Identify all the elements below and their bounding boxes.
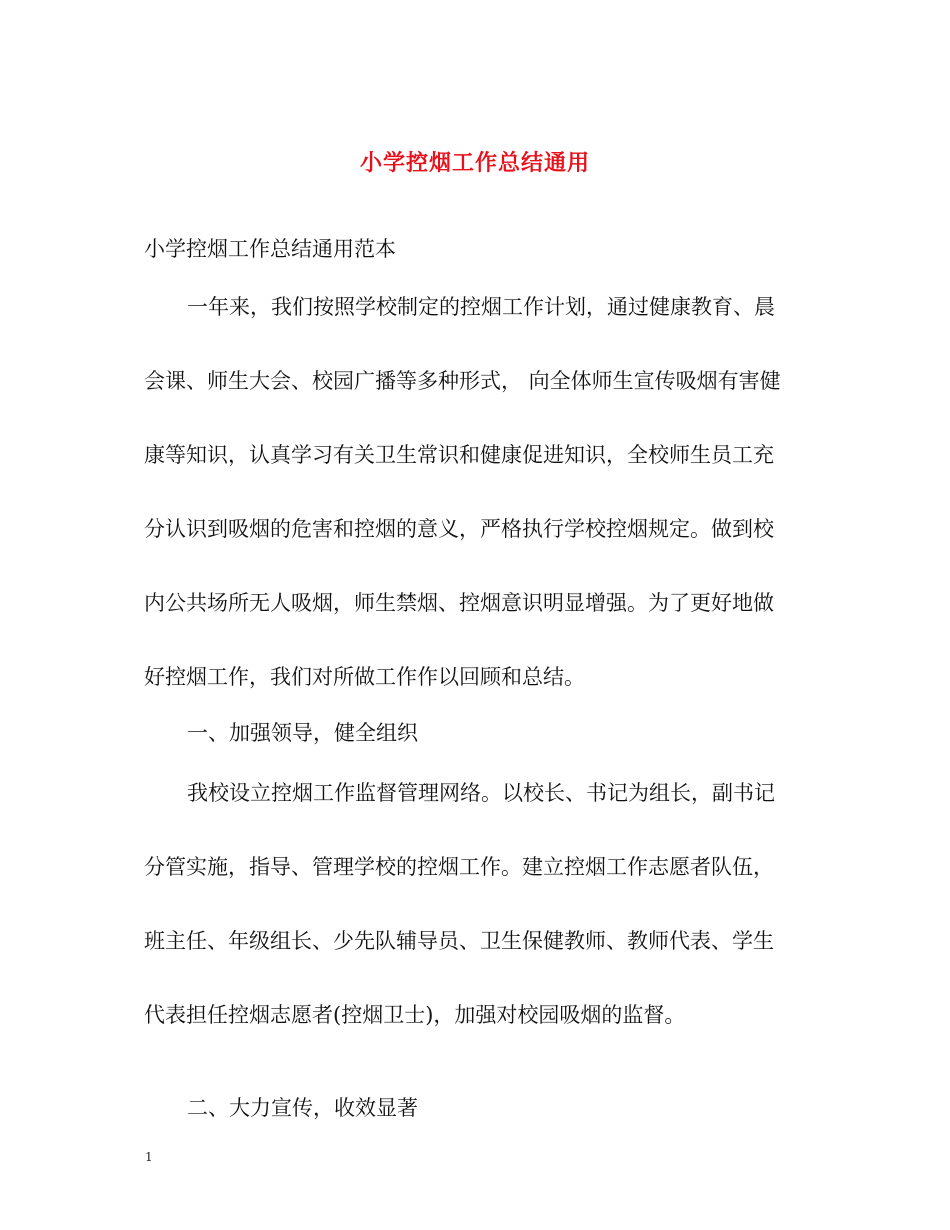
document-subtitle: 小学控烟工作总结通用范本	[144, 237, 396, 261]
paragraph-line: 分管实施，指导、管理学校的控烟工作。建立控烟工作志愿者队伍，	[144, 855, 774, 879]
section-heading-1: 一、加强领导，健全组织	[187, 721, 418, 745]
paragraph-intro	[144, 270, 814, 714]
paragraph-line: 一年来，我们按照学校制定的控烟工作计划，通过健康教育、晨	[187, 295, 775, 319]
paragraph-line: 代表担任控烟志愿者(控烟卫士)，加强对校园吸烟的监督。	[144, 1003, 686, 1027]
paragraph-line: 班主任、年级组长、少先队辅导员、卫生保健教师、教师代表、学生	[144, 929, 774, 953]
paragraph-organization	[144, 756, 814, 1052]
paragraph-line: 分认识到吸烟的危害和控烟的意义，严格执行学校控烟规定。做到校	[144, 517, 774, 541]
paragraph-line: 康等知识，认真学习有关卫生常识和健康促进知识，全校师生员工充	[144, 443, 774, 467]
page-number: 1	[145, 1150, 153, 1164]
paragraph-line: 我校设立控烟工作监督管理网络。以校长、书记为组长，副书记	[187, 781, 775, 805]
section-heading-2: 二、大力宣传，收效显著	[187, 1096, 418, 1120]
paragraph-line: 好控烟工作，我们对所做工作作以回顾和总结。	[144, 665, 585, 689]
paragraph-line: 会课、师生大会、校园广播等多种形式， 向全体师生宣传吸烟有害健	[144, 369, 781, 393]
paragraph-line: 内公共场所无人吸烟，师生禁烟、控烟意识明显增强。为了更好地做	[144, 591, 774, 615]
document-title: 小学控烟工作总结通用	[359, 150, 590, 176]
